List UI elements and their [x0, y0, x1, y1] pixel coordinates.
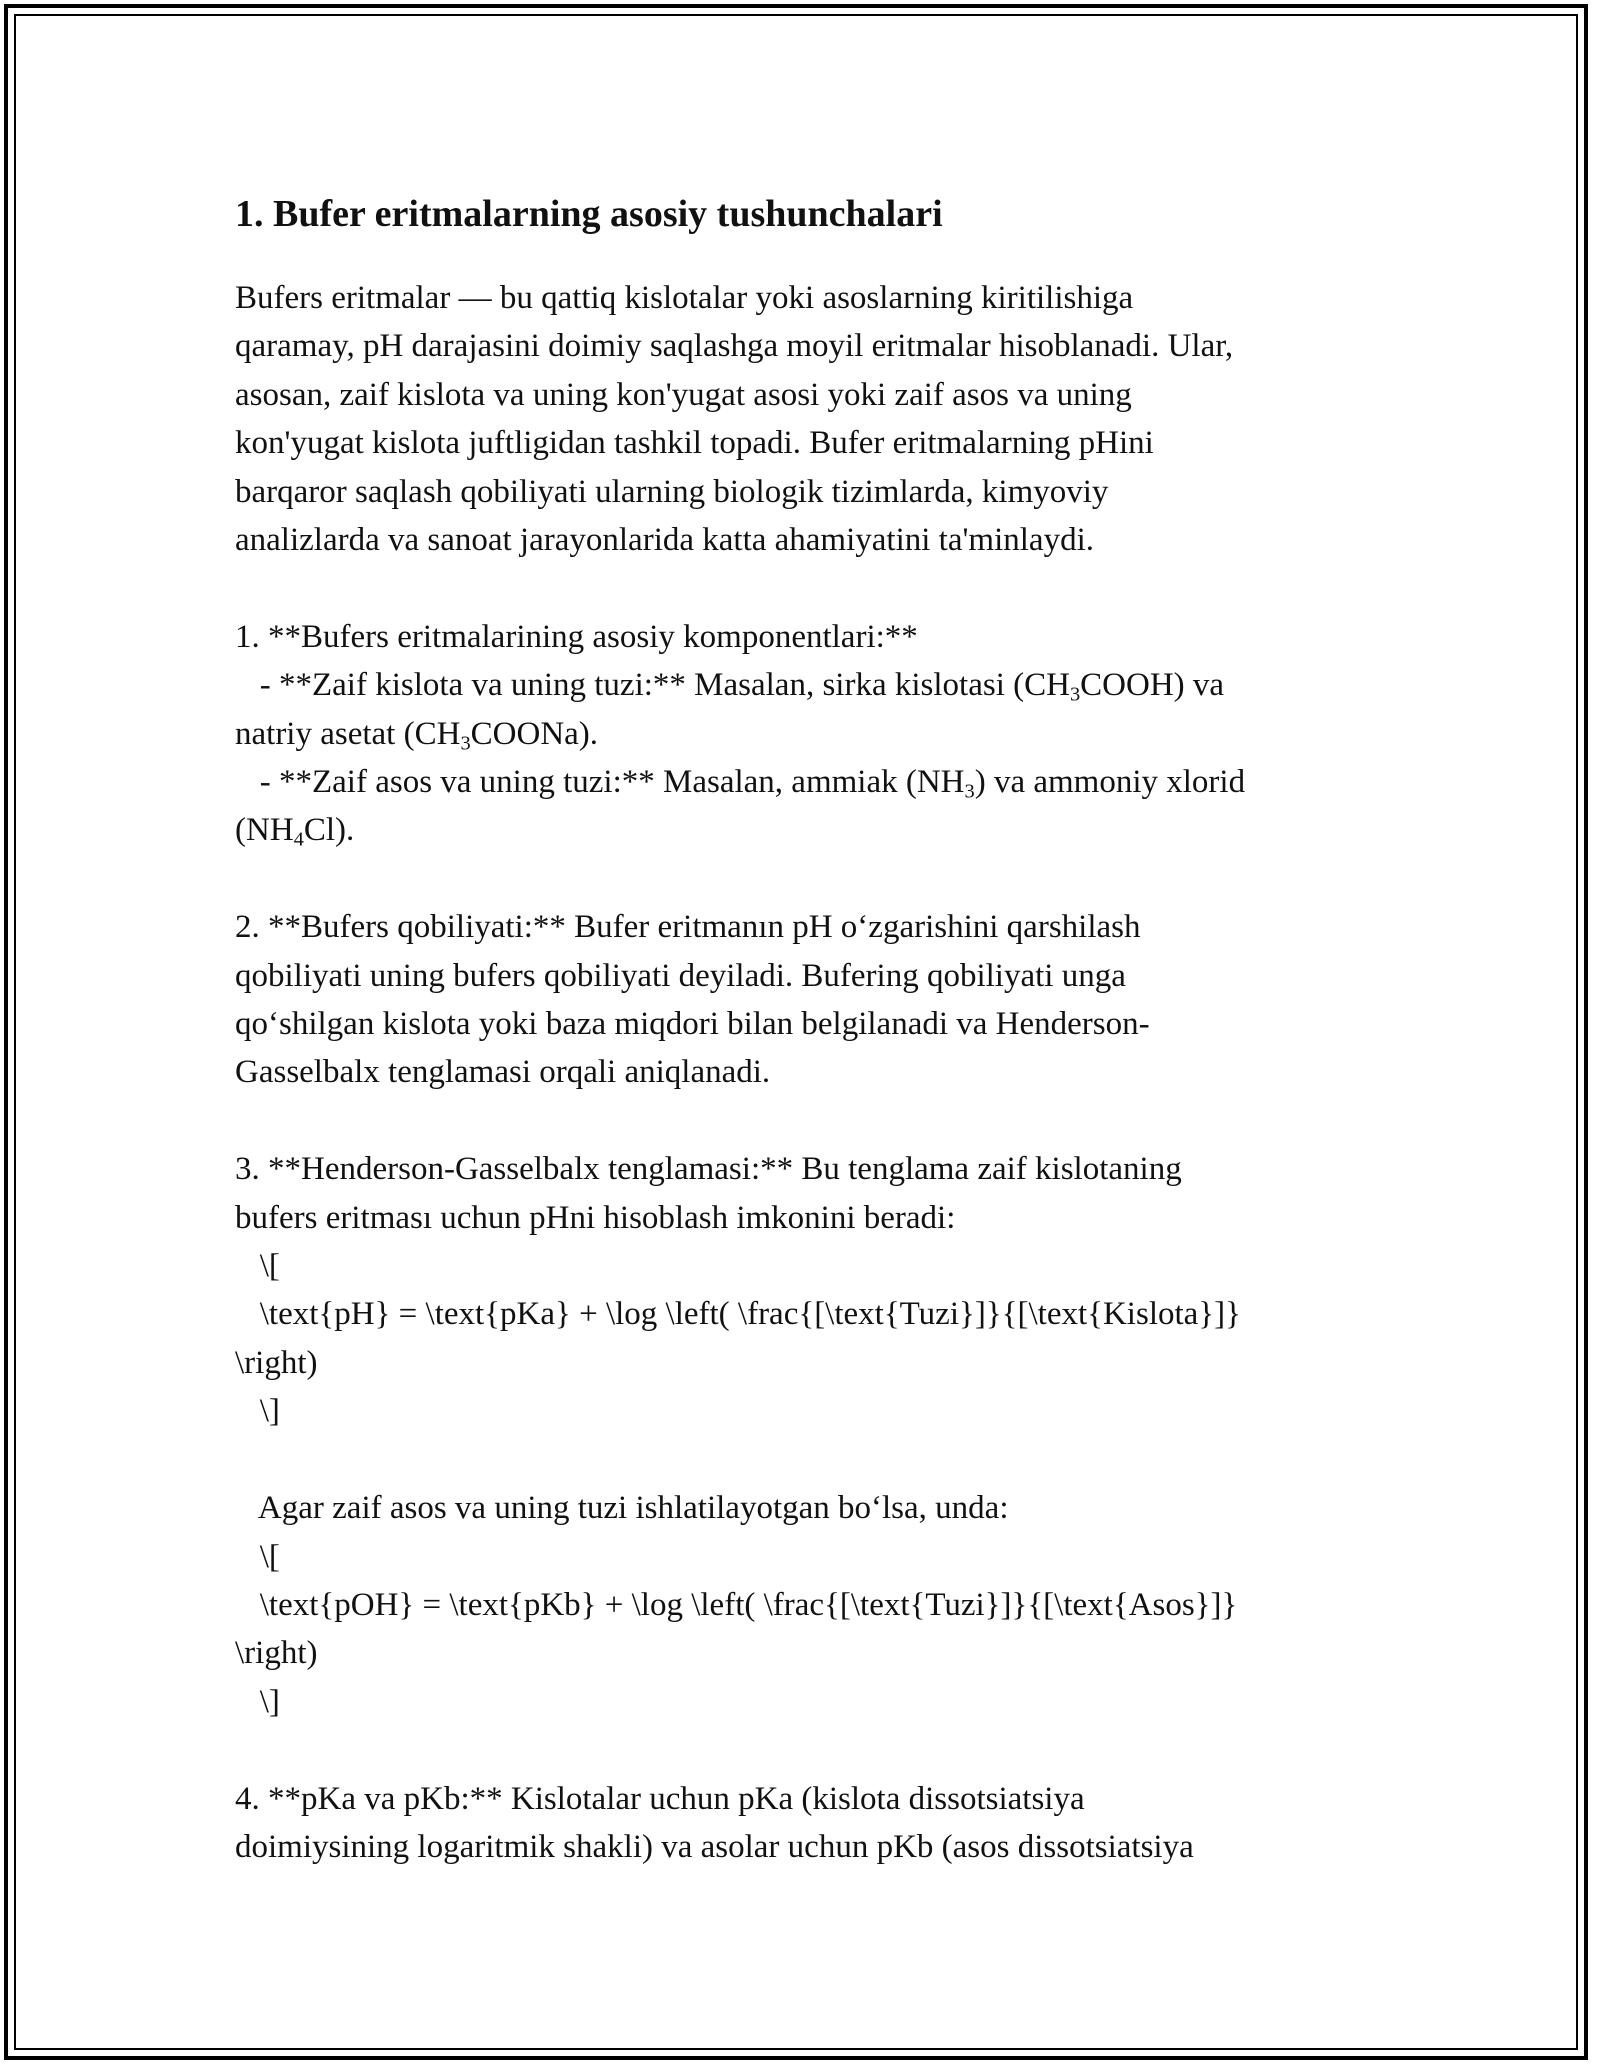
equation-line: \text{pH} = \text{pKa} + \log \left( \frac{[\text{Tuzi}]}{[\text{Kislota}]}	[235, 1296, 1241, 1333]
intro-line: analizlarda va sanoat jarayonlarida katta ahamiyatini ta'minlaydi.	[235, 522, 1094, 559]
section-heading: 1. Bufer eritmalarning asosiy tushunchalari	[235, 193, 943, 235]
equation-line: \right)	[235, 1635, 318, 1672]
equation-line: \[	[235, 1538, 280, 1575]
item1-weak-base-line: - **Zaif asos va uning tuzi:** Masalan, ammiak $(NH_3)$ va ammoniy xlorid	[235, 764, 1246, 803]
paragraph-spacer	[235, 564, 1375, 612]
item1-weak-acid-line-cont: natriy asetat $(CH_3COONa)$.	[235, 715, 599, 755]
paragraph-spacer	[235, 1097, 1375, 1145]
intro-line: kon'yugat kislota juftligidan tashkil topadi. Bufer eritmalarning pHini	[235, 425, 1154, 462]
document-body	[235, 186, 1375, 1871]
item2-line: Gasselbalx tenglamasi orqali aniqlanadi.	[235, 1054, 771, 1091]
equation-line: \text{pOH} = \text{pKb} + \log \left( \frac{[\text{Tuzi}]}{[\text{Asos}]}	[235, 1586, 1238, 1623]
intro-line: qaramay, pH darajasini doimiy saqlashga moyil eritmalar hisoblanadi. Ular,	[235, 328, 1234, 365]
paragraph-spacer	[235, 1726, 1375, 1774]
equation-line: \]	[235, 1683, 280, 1720]
intro-line: barqaror saqlash qobiliyati ularning biologik tizimlarda, kimyoviy	[235, 473, 1109, 510]
item3-line: 3. **Henderson-Gasselbalx tenglamasi:** Bu tenglama zaif kislotaning	[235, 1151, 1182, 1188]
paragraph-spacer	[235, 855, 1375, 903]
intro-line: asosan, zaif kislota va uning kon'yugat asosi yoki zaif asos va uning	[235, 376, 1132, 413]
equation-line: \]	[235, 1393, 280, 1430]
equation-line: \right)	[235, 1344, 318, 1381]
item4-line: doimiysining logaritmik shakli) va asolar uchun pKb (asos dissotsiatsiya	[235, 1828, 1194, 1865]
item2-line: qo‘shilgan kislota yoki baza miqdori bilan belgilanadi va Henderson-	[235, 1006, 1150, 1043]
item2-line: 2. **Bufers qobiliyati:** Bufer eritmanın pH o‘zgarishini qarshilash	[235, 909, 1141, 946]
intro-line: Bufers eritmalar — bu qattiq kislotalar yoki asoslarning kiritilishiga	[235, 280, 1134, 316]
paragraph-spacer	[235, 1436, 1375, 1484]
item3b-line: Agar zaif asos va uning tuzi ishlatilayotgan bo‘lsa, unda:	[235, 1490, 1009, 1527]
item1-weak-base-line-cont: $(NH_4Cl)$.	[235, 812, 355, 852]
equation-line: \[	[235, 1248, 280, 1285]
intro-paragraph	[235, 274, 1375, 1871]
item4-line: 4. **pKa va pKb:** Kislotalar uchun pKa (kislota dissotsiatsiya	[235, 1780, 1085, 1817]
item1-title: 1. **Bufers eritmalarining asosiy komponentlari:**	[235, 618, 918, 655]
item3-line: bufers eritması uchun pHni hisoblash imkonini beradi:	[235, 1199, 956, 1236]
item2-line: qobiliyati uning bufers qobiliyati deyiladi. Bufering qobiliyati unga	[235, 957, 1126, 994]
item1-weak-acid-line: - **Zaif kislota va uning tuzi:** Masalan, sirka kislotasi $(CH_3COOH)$ va	[235, 667, 1225, 706]
